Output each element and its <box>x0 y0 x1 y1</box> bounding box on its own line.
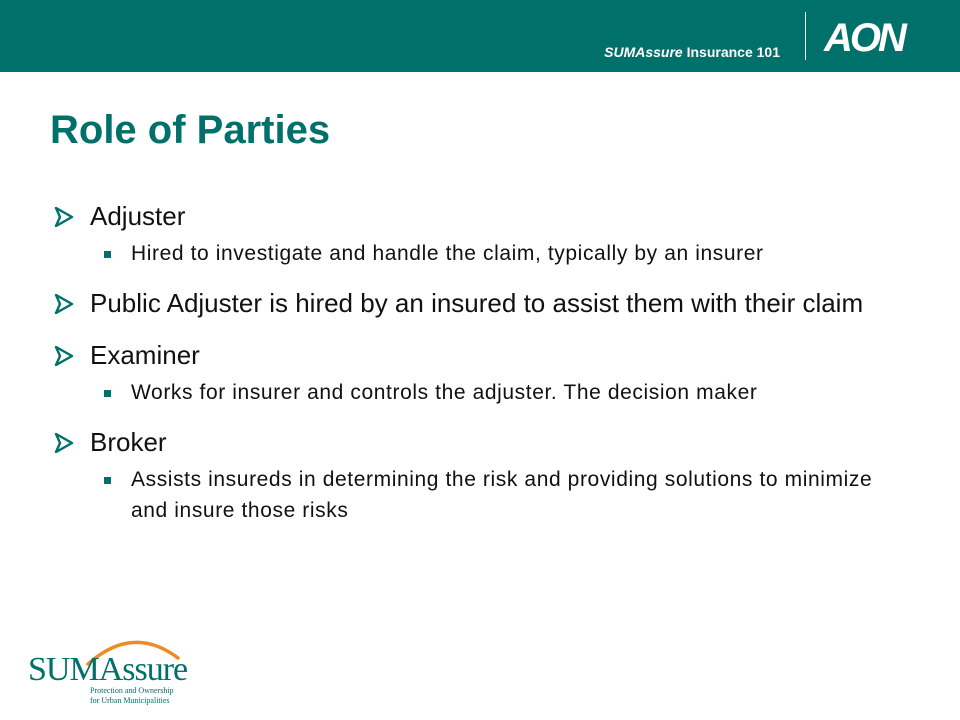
arrow-bullet-icon <box>54 207 74 227</box>
header-divider <box>805 12 806 60</box>
bullet-text: Broker <box>90 427 167 457</box>
bullet-examiner <box>54 339 914 371</box>
square-bullet-icon <box>104 251 111 258</box>
bullet-adjuster <box>54 200 914 232</box>
bullet-text: Public Adjuster is hired by an insured to assist them with their claim <box>90 288 864 318</box>
header-title-course: Insurance 101 <box>682 44 780 60</box>
header-title-brand: SUMAssure <box>604 44 683 60</box>
square-bullet-icon <box>104 390 111 397</box>
sub-bullet-text: Assists insureds in determining the risk and providing solutions to minimize and insure those risks <box>131 468 873 522</box>
arrow-bullet-icon <box>54 433 74 453</box>
page-title: Role of Parties <box>50 108 331 152</box>
logo-name: SUMAssure <box>28 651 188 688</box>
arrow-bullet-icon <box>54 346 74 366</box>
logo-tagline-2: for Urban Municipalities <box>90 696 170 705</box>
sub-bullet-text: Works for insurer and controls the adjuster. The decision maker <box>131 381 758 404</box>
square-bullet-icon <box>104 477 111 484</box>
sub-bullet-text: Hired to investigate and handle the claim, typically by an insurer <box>131 242 764 265</box>
bullet-public-adjuster <box>54 287 914 319</box>
bullet-text: Adjuster <box>90 201 186 231</box>
sumassure-logo <box>28 630 218 720</box>
aon-logo-text: AON <box>824 16 904 58</box>
bullet-broker <box>54 426 914 458</box>
arrow-bullet-icon <box>54 294 74 314</box>
bullet-text: Examiner <box>90 340 200 370</box>
logo-tagline-1: Protection and Ownership <box>90 686 174 695</box>
bullet-list <box>54 200 914 526</box>
sub-bullet-adjuster <box>104 238 914 269</box>
header-title <box>604 44 780 60</box>
aon-logo <box>822 14 918 58</box>
sub-bullet-examiner <box>104 377 914 408</box>
sub-bullet-broker <box>104 464 914 526</box>
header-bar <box>0 0 960 72</box>
